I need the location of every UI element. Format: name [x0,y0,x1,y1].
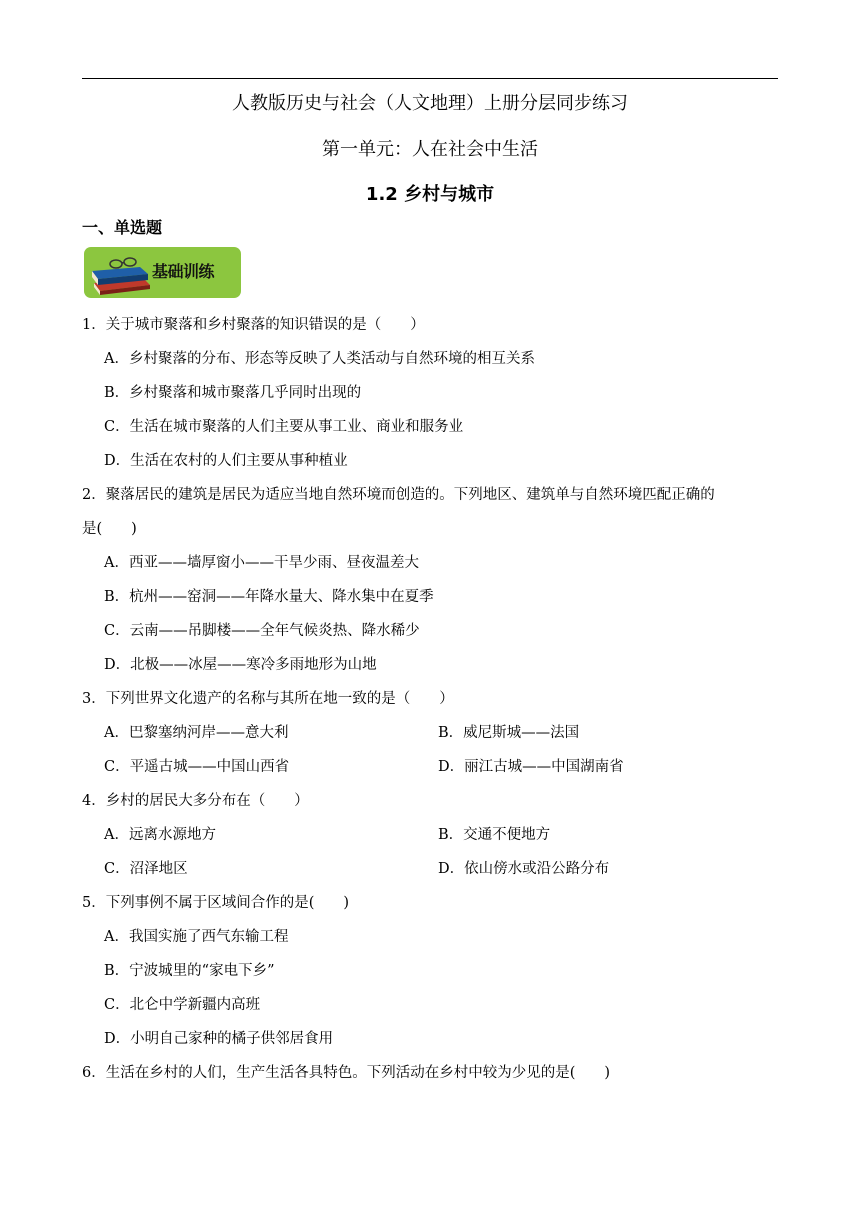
question-1-option-d: D．生活在农村的人们主要从事种植业 [104,453,348,469]
question-2-option-b: B．杭州——窑洞——年降水量大、降水集中在夏季 [104,589,434,605]
unit-title: 第一单元：人在社会中生活 [322,139,538,160]
question-4-option-b: B．交通不便地方 [438,827,551,843]
question-1-option-b: B．乡村聚落和城市聚落几乎同时出现的 [104,385,362,401]
question-2-option-c: C．云南——吊脚楼——全年气候炎热、降水稀少 [104,623,420,639]
header-rule [82,78,778,79]
question-3-option-d: D．丽江古城——中国湖南省 [438,759,624,775]
document-title: 人教版历史与社会（人文地理）上册分层同步练习 [232,93,628,114]
books-icon [90,255,154,295]
section-heading: 一、单选题 [82,218,163,237]
question-1-option-c: C．生活在城市聚落的人们主要从事工业、商业和服务业 [104,419,464,435]
question-6-stem: 6．生活在乡村的人们，生产生活各具特色。下列活动在乡村中较为少见的是( ) [82,1065,611,1081]
question-3-stem: 3．下列世界文化遗产的名称与其所在地一致的是（ ） [82,691,454,707]
question-2-option-d: D．北极——冰屋——寒冷多雨地形为山地 [104,657,377,673]
question-3-option-c: C．平遥古城——中国山西省 [104,759,290,775]
question-1-option-a: A．乡村聚落的分布、形态等反映了人类活动与自然环境的相互关系 [104,351,535,367]
question-4-option-d: D．依山傍水或沿公路分布 [438,861,610,877]
question-3-option-a: A．巴黎塞纳河岸——意大利 [104,725,289,741]
question-4-option-c: C．沼泽地区 [104,861,188,877]
question-2-option-a: A．西亚——墙厚窗小——干旱少雨、昼夜温差大 [104,555,419,571]
question-5-option-d: D．小明自己家种的橘子供邻居食用 [104,1031,334,1047]
question-1-stem: 1．关于城市聚落和乡村聚落的知识错误的是（ ） [82,317,425,333]
question-4-option-a: A．远离水源地方 [104,827,216,843]
question-3-option-b: B．威尼斯城——法国 [438,725,580,741]
question-5-option-c: C．北仑中学新疆内高班 [104,997,261,1013]
question-2-stem-line-1: 2．聚落居民的建筑是居民为适应当地自然环境而创造的。下列地区、建筑单与自然环境匹配正确的 [82,487,715,503]
question-5-option-b: B．宁波城里的“家电下乡” [104,963,275,979]
question-5-stem: 5．下列事例不属于区域间合作的是( ) [82,895,350,911]
question-4-stem: 4．乡村的居民大多分布在（ ） [82,793,309,809]
question-5-option-a: A．我国实施了西气东输工程 [104,929,289,945]
basic-training-badge [84,247,241,298]
lesson-title: 1.2 乡村与城市 [365,184,495,205]
badge-label: 基础训练 [152,262,215,281]
question-2-stem-line-2: 是( ) [82,521,137,537]
